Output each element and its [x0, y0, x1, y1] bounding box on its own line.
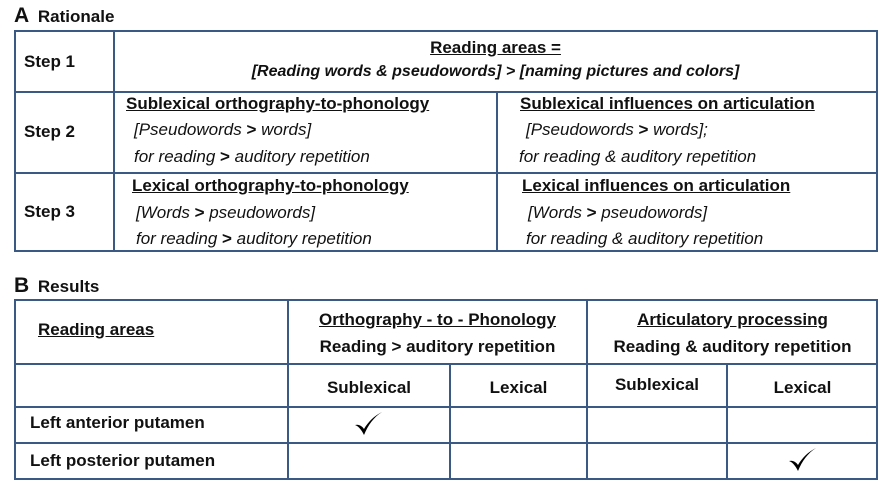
section-a-title: Rationale: [37, 7, 115, 26]
step-1-title: Reading areas =: [430, 38, 561, 57]
step-2-right-contrast: [Pseudowords > words];: [526, 120, 708, 139]
section-b-title: Results: [37, 277, 100, 296]
step-3-left-title: Lexical orthography-to-phonology: [132, 176, 409, 195]
results-row-divider-1: [15, 363, 877, 365]
step-3-right-title: Lexical influences on articulation: [522, 176, 791, 195]
section-b-heading: [14, 274, 99, 298]
step-2-right-title: Sublexical influences on articulation: [520, 94, 815, 113]
step-3-label: Step 3: [24, 202, 76, 221]
subheader-sublexical-articulatory: Sublexical: [614, 375, 700, 394]
section-b-letter: B: [14, 274, 30, 297]
step-3-left-contrast: [Words > pseudowords]: [136, 203, 316, 222]
subheader-lexical-orthography: Lexical: [489, 378, 548, 397]
step-3-right-contrast: [Words > pseudowords]: [528, 203, 708, 222]
section-a-letter: A: [14, 4, 30, 27]
step-2-left-contrast: [Pseudowords > words]: [134, 120, 312, 139]
section-a-heading: [14, 4, 114, 28]
step-2-left-task: for reading > auditory repetition: [134, 147, 370, 166]
step-3-right-task: for reading & auditory repetition: [526, 229, 764, 248]
row-label-left-posterior-putamen: Left posterior putamen: [30, 451, 216, 470]
results-row-divider-2: [15, 406, 877, 408]
results-row-divider-3: [15, 442, 877, 444]
checkmark-icon: [353, 410, 383, 438]
rationale-row-divider-1: [15, 91, 877, 93]
reading-areas-header: Reading areas: [38, 320, 155, 339]
checkmark-icon: [787, 446, 817, 474]
articulatory-group-subtitle: Reading & auditory repetition: [613, 337, 852, 356]
step-1-label: Step 1: [24, 52, 76, 71]
orthography-group-subtitle: Reading > auditory repetition: [319, 337, 556, 356]
step-2-left-title: Sublexical orthography-to-phonology: [126, 94, 430, 113]
articulatory-group-title: Articulatory processing: [637, 310, 828, 329]
step-1-contrast: [Reading words & pseudowords] > [naming pictures and colors]: [251, 63, 740, 80]
subheader-lexical-articulatory: Lexical: [773, 378, 832, 397]
rationale-row-divider-2: [15, 172, 877, 174]
step-2-right-task: for reading & auditory repetition: [519, 147, 757, 166]
step-2-label: Step 2: [24, 122, 76, 141]
rationale-column-divider: [496, 92, 498, 251]
orthography-group-title: Orthography - to - Phonology: [318, 310, 557, 329]
step-3-left-task: for reading > auditory repetition: [136, 229, 372, 248]
subheader-sublexical-orthography: Sublexical: [326, 378, 412, 397]
row-label-left-anterior-putamen: Left anterior putamen: [30, 413, 205, 432]
